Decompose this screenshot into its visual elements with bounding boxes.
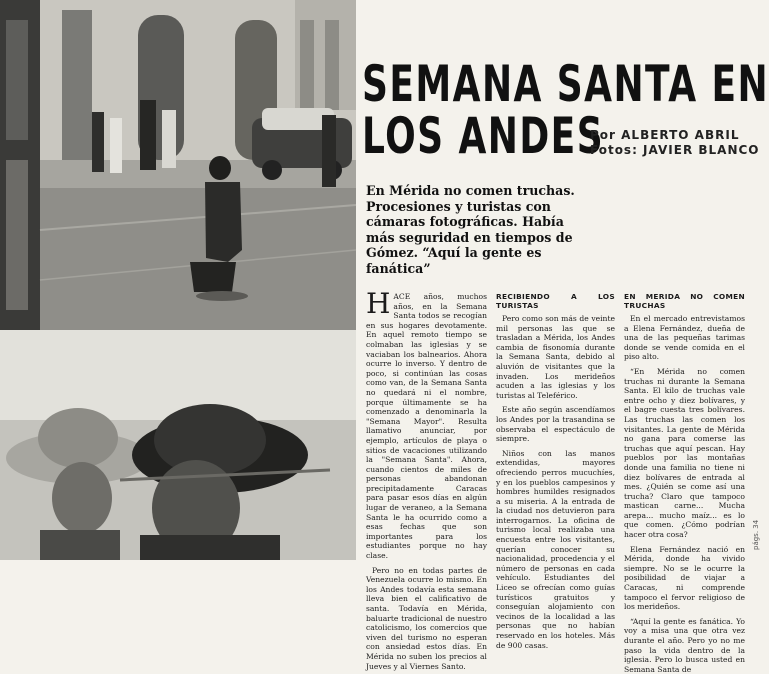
section-heading: EN MERIDA NO COMEN TRUCHAS <box>624 292 745 310</box>
page-edge-text: págs. 34 <box>752 519 760 550</box>
body-column-1 <box>366 287 487 671</box>
paragraph-text: ACE años, muchos años, en la Semana Santa todos se recogían en sus hogares devotamente. En aquel remoto tiempo se colmaban las iglesias y se vaciaban los balnearios. Ahora ocurre lo inverso. Y dentro de poco, si continúan las cosas como van, de la Semana Santa no quedará ni el nombre, porque últimamente se ha comenzado a denominarla la "Semana Mayor". Resulta llamativo anunciar, por ejemplo, artículos de playa o sitios de vacaciones utilizando la "Semana Santa". Ahora, cuando cientos de miles de personas abandonan precipitadamente Caracas para pasar esos días en algún lugar de veraneo, a la Semana Santa le ha ocurrido como a esas fechas que son importantes para los estudiantes porque no hay clase. <box>366 292 487 561</box>
paragraph: Elena Fernández nació en Mérida, donde ha vivido siempre. No se le ocurre la posibilidad de viajar a Caracas, ni comprende tampoco el fervor religioso de los merideños. <box>624 544 745 612</box>
children-photo-graphic <box>0 330 356 560</box>
photo-street-penitent <box>0 0 356 330</box>
photo-children-hats <box>0 330 356 560</box>
byline-author: Por ALBERTO ABRIL <box>590 128 740 142</box>
body-column-2 <box>496 292 615 650</box>
paragraph: Pero como son más de veinte mil personas las que se trasladan a Mérida, los Andes cambia de fisonomía durante la Semana Santa, debido al aluvión de visitantes que la invaden. Los merideños acuden a las iglesias y los turistas al Teleférico. <box>496 314 615 400</box>
paragraph: “Aquí la gente es fanática. Yo voy a misa una que otra vez durante el año. Pero yo no me paso la vida dentro de la iglesia. Pero lo busca usted en Semana Santa de <box>624 616 745 674</box>
byline <box>590 128 766 158</box>
headline-line-1: SEMANA SANTA EN <box>362 55 769 113</box>
paragraph <box>366 287 487 561</box>
street-photo-graphic <box>0 0 356 330</box>
paragraph: Pero no en todas partes de Venezuela ocurre lo mismo. En los Andes todavía esta semana lleva bien el calificativo de santa. Todavía en Mérida, baluarte tradicional de nuestro catolicismo, los comercios que viven del turismo no esperan con ansiedad estos días. En Mérida no suben los precios al Jueves y al Viernes Santo. <box>366 565 487 671</box>
headline-line-2: LOS ANDES <box>362 107 605 165</box>
paragraph: Este año según ascendíamos los Andes por la trasandina se observaba el espectáculo de siempre. <box>496 405 615 444</box>
paragraph: Niños con las manos extendidas, mayores ofreciendo perros mucuchíes, y en los pueblos campesinos y hombres humildes resignados a su miseria. A la entrada de la ciudad nos detuvieron para interrogarnos. La oficina de turismo local realizaba una encuesta entre los visitantes, querían conocer su nacionalidad, procedencia y el número de personas en cada vehículo. Estudiantes del Liceo se ofrecían como guías turísticos gratuitos y conseguían alojamiento con vecinos de la localidad a las personas que no habían reservado en los hoteles. Más de 900 casas. <box>496 448 615 650</box>
section-heading: RECIBIENDO A LOS TURISTAS <box>496 292 615 310</box>
drop-cap: H <box>366 287 391 320</box>
paragraph: En el mercado entrevistamos a Elena Fernández, dueña de una de las pequeñas tarimas donde se vende comida en el piso alto. <box>624 314 745 362</box>
byline-photos: Fotos: JAVIER BLANCO <box>590 143 760 157</box>
paragraph: “En Mérida no comen truchas ni durante la Semana Santa. El kilo de truchas vale entre ocho y diez bolívares, y el bagre cuesta tres bolívares. Las truchas las comen los visitantes. La gente de Mérida no gana para comerse las truchas que aquí pescan. Hay pueblos por las montañas donde una familia no tiene ni diez bolívares de entrada al mes. ¿Quién se come así una trucha? Claro que tampoco mastican carne... Mucha arepa... mucho maíz... es lo que comen. ¿Cómo podrían hacer otra cosa? <box>624 366 745 540</box>
article-deck: En Mérida no comen truchas. Procesiones y turistas con cámaras fotográficas. Había más seguridad en tiempos de Gómez. “Aquí la gente es fanática” <box>366 183 575 276</box>
body-column-3 <box>624 292 745 674</box>
